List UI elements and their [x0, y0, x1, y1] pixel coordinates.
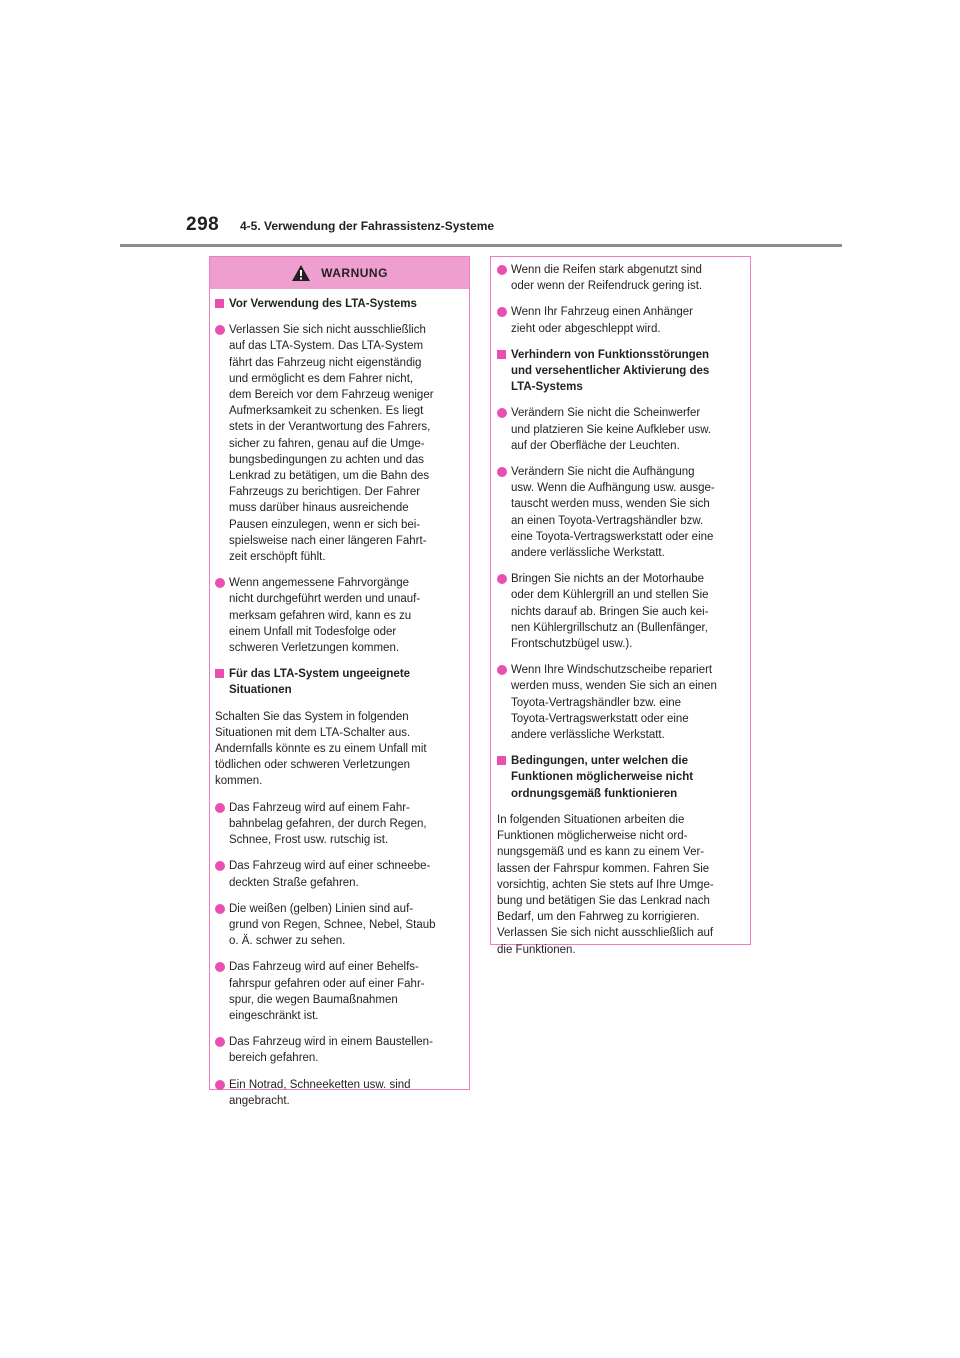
subheading: Für das LTA-System ungeeignete Situationen — [215, 666, 462, 698]
subheading: Bedingungen, unter welchen die Funktionen möglicherweise nicht ordnungsgemäß funktionieren — [497, 753, 743, 802]
warning-content-right — [491, 257, 750, 958]
bullet-item: Verlassen Sie sich nicht ausschließlich auf das LTA-System. Das LTA-System fährt das Fahrzeug nicht eigenständig und ermöglicht es dem Fahrer nicht, dem Bereich vor dem Fahrzeug weniger Aufmerksamkeit zu schenken. Es liegt stets in der Verantwortung des Fahrers, sicher zu fahren, genau auf die Umge- bungsbedingungen zu achten und das Lenkrad zu betätigen, um die Bahn des Fahrzeugs zu berichtigen. Der Fahrer muss darüber hinaus ausreichende Pausen einzulegen, wenn er sich bei- spielsweise nach einer längeren Fahrt- zeit erschöpft fühlt. — [215, 322, 462, 565]
bullet-item: Das Fahrzeug wird in einem Baustellen- bereich gefahren. — [215, 1034, 462, 1066]
bullet-icon — [497, 408, 507, 418]
bullet-item: Wenn Ihre Windschutzscheibe repariert werden muss, wenden Sie sich an einen Toyota-Vertragshändler bzw. eine Toyota-Vertragswerkstatt oder eine andere verlässliche Werkstatt. — [497, 662, 743, 743]
subheading: Vor Verwendung des LTA-Systems — [215, 296, 462, 312]
bullet-icon — [215, 1080, 225, 1090]
bullet-icon — [497, 265, 507, 275]
page-number: 298 — [186, 214, 220, 235]
square-bullet-icon — [215, 669, 224, 678]
header-rule — [120, 244, 842, 247]
section-title: 4-5. Verwendung der Fahrassistenz-Systeme — [240, 219, 495, 233]
subheading: Verhindern von Funktionsstörungen und versehentlicher Aktivierung des LTA-Systems — [497, 347, 743, 396]
bullet-icon — [497, 665, 507, 675]
bullet-item: Wenn die Reifen stark abgenutzt sind oder wenn der Reifendruck gering ist. — [497, 262, 743, 294]
square-bullet-icon — [215, 299, 224, 308]
bullet-item: Verändern Sie nicht die Scheinwerfer und platzieren Sie keine Aufkleber usw. auf der Oberfläche der Leuchten. — [497, 405, 743, 454]
warning-triangle-icon — [291, 264, 311, 282]
bullet-icon — [497, 467, 507, 477]
bullet-icon — [497, 307, 507, 317]
bullet-item: Bringen Sie nichts an der Motorhaube oder dem Kühlergrill an und stellen Sie nichts darauf ab. Bringen Sie auch kei- nen Kühlergrillschutz an (Bullenfänger, Frontschutzbügel usw.). — [497, 571, 743, 652]
bullet-item: Das Fahrzeug wird auf einem Fahr- bahnbelag gefahren, der durch Regen, Schnee, Frost usw. rutschig ist. — [215, 800, 462, 849]
bullet-item: Ein Notrad, Schneeketten usw. sind angebracht. — [215, 1077, 462, 1109]
warning-content-left — [210, 289, 469, 1109]
warning-box-right — [490, 256, 751, 956]
paragraph: Schalten Sie das System in folgenden Situationen mit dem LTA-Schalter aus. Andernfalls könnte es zu einem Unfall mit tödlichen oder schweren Verletzungen kommen. — [215, 710, 427, 788]
warning-label: WARNUNG — [321, 266, 388, 280]
bullet-item: Die weißen (gelben) Linien sind auf- grund von Regen, Schnee, Nebel, Staub o. Ä. schwer zu sehen. — [215, 901, 462, 950]
bullet-item: Das Fahrzeug wird auf einer Behelfs- fahrspur gefahren oder auf einer Fahr- spur, die wegen Baumaßnahmen eingeschränkt ist. — [215, 959, 462, 1024]
paragraph: In folgenden Situationen arbeiten die Funktionen möglicherweise nicht ord- nungsgemäß und es kann zu einem Ver- lassen der Fahrspur kommen. Fahren Sie vorsichtig, achten Sie stets auf Ihre Umge- bung und betätigen Sie das Lenkrad nach Bedarf, um den Fahrweg zu korrigieren. Verlassen Sie sich nicht ausschließlich auf die Funktionen. — [497, 813, 714, 956]
square-bullet-icon — [497, 350, 506, 359]
warning-box-left — [209, 256, 470, 1107]
warning-header — [210, 257, 469, 289]
bullet-item: Verändern Sie nicht die Aufhängung usw. Wenn die Aufhängung usw. ausge- tauscht werden muss, wenden Sie sich an einen Toyota-Vertragshändler bzw. eine Toyota-Vertragswerkstatt oder eine andere verlässliche Werkstatt. — [497, 464, 743, 561]
bullet-icon — [215, 1037, 225, 1047]
bullet-icon — [215, 578, 225, 588]
bullet-item: Wenn Ihr Fahrzeug einen Anhänger zieht oder abgeschleppt wird. — [497, 304, 743, 336]
square-bullet-icon — [497, 756, 506, 765]
bullet-icon — [215, 803, 225, 813]
bullet-icon — [215, 904, 225, 914]
bullet-item: Wenn angemessene Fahrvorgänge nicht durchgeführt werden und unauf- merksam gefahren wird, kann es zu einem Unfall mit Todesfolge oder schweren Verletzungen kommen. — [215, 575, 462, 656]
bullet-icon — [497, 574, 507, 584]
bullet-icon — [215, 325, 225, 335]
bullet-icon — [215, 861, 225, 871]
bullet-icon — [215, 962, 225, 972]
bullet-item: Das Fahrzeug wird auf einer schneebe- deckten Straße gefahren. — [215, 858, 462, 890]
